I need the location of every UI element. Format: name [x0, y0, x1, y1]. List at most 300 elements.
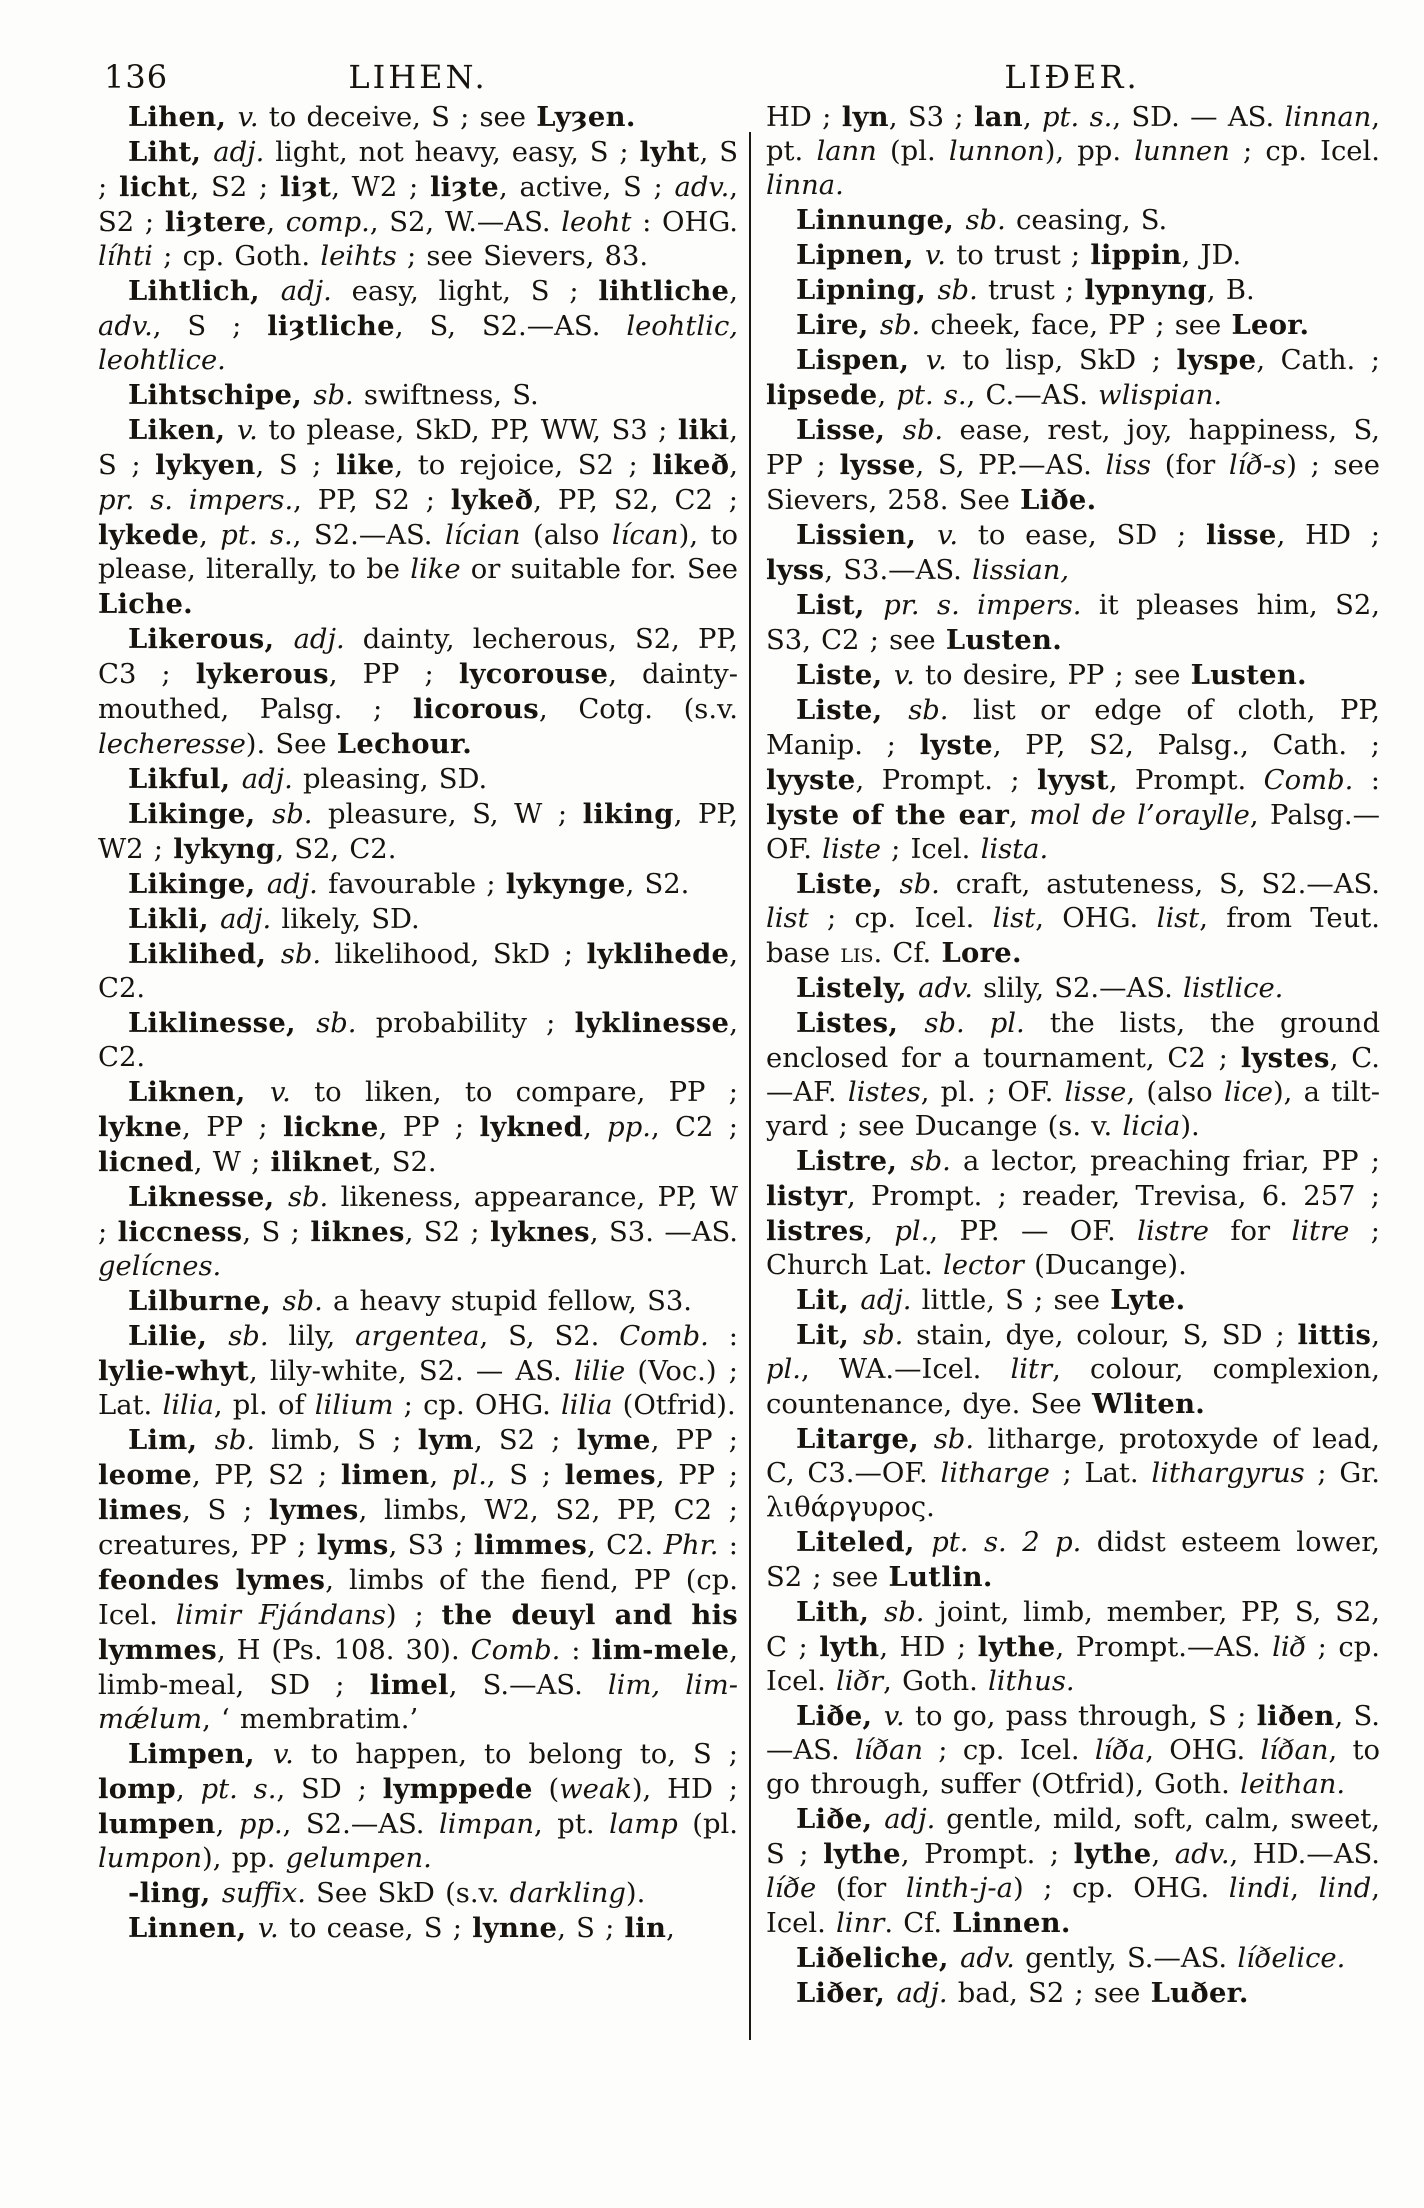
dictionary-entry — [98, 1319, 738, 1423]
dictionary-entry — [766, 1941, 1380, 1976]
grammar-label: pt. s. — [1042, 102, 1113, 133]
entry-text: a heavy stupid fellow, S3. — [322, 1286, 692, 1317]
entry-text: , Prompt. ; — [855, 765, 1038, 796]
entry-text: joint, limb, member, PP, S, S2, C ; — [766, 1597, 1380, 1663]
entry-text: , Prompt.—AS. — [1055, 1632, 1273, 1663]
entry-text: , pt. — [534, 1809, 610, 1840]
entry-text: ), pp. — [1044, 136, 1135, 167]
headword-or-variant: lyss — [766, 554, 825, 586]
grammar-label: lisse — [1064, 1077, 1127, 1108]
entry-text: : — [708, 1321, 738, 1352]
entry-text: , PP ; — [378, 1112, 480, 1143]
entry-text: ; Lat. — [1049, 1458, 1152, 1489]
grammar-label: sb. — [965, 205, 1006, 236]
entry-text: , limbs, W2, S2, PP, C2 ; creatures, PP ; — [98, 1495, 738, 1561]
dictionary-entry — [766, 203, 1380, 238]
entry-text: to trust ; — [945, 240, 1091, 271]
entry-text: , colour, complexion, countenance, dye. See — [766, 1354, 1380, 1420]
page-number: 136 — [104, 58, 169, 96]
entry-text: , S, PP.—AS. — [915, 450, 1106, 481]
headword-or-variant: Lihen, — [128, 101, 238, 133]
grammar-label: Comb. — [470, 1635, 561, 1666]
dictionary-entry — [766, 308, 1380, 343]
entry-text: little, S ; see — [911, 1285, 1111, 1316]
entry-text: , S.—AS. — [766, 1701, 1380, 1766]
grammar-label: leihts — [320, 241, 397, 272]
headword-or-variant: feondes lymes — [98, 1564, 326, 1596]
entry-text: , S.—AS. — [448, 1670, 608, 1701]
entry-text: , PP, S2, C2 ; — [533, 485, 739, 516]
entry-text: gentle, mild, soft, calm, sweet, S ; — [766, 1804, 1381, 1870]
etymology-base: lis — [840, 938, 874, 969]
grammar-label: sb. — [879, 310, 921, 341]
dictionary-entry — [766, 1318, 1380, 1422]
headword-or-variant: licorous — [412, 693, 540, 725]
entry-text: or suitable for. See — [460, 554, 738, 585]
headword-or-variant: Lilburne, — [128, 1285, 283, 1317]
entry-text: ease, rest, joy, happiness, S, PP ; — [766, 415, 1381, 481]
dictionary-entry — [766, 343, 1380, 413]
entry-text: , PP ; — [650, 1425, 738, 1456]
entry-text: slily, S2.—AS. — [972, 973, 1183, 1004]
headword-or-variant: lippin — [1090, 239, 1182, 271]
entry-text: ) ; see Sievers, 258. See — [766, 450, 1380, 516]
grammar-label: lissian, — [972, 555, 1070, 586]
entry-text: , C. —AF. — [766, 1043, 1380, 1108]
grammar-label: lunnon — [948, 136, 1045, 167]
grammar-label: pr. s. impers. — [883, 590, 1082, 621]
grammar-label: sb. — [313, 380, 354, 411]
entry-text: to happen, to belong to, S ; — [293, 1739, 738, 1770]
grammar-label: suffix. — [221, 1878, 306, 1909]
grammar-label: list — [766, 903, 809, 934]
headword-or-variant: lynne — [472, 1912, 558, 1944]
grammar-label: v. — [925, 345, 947, 376]
grammar-label: lumpon — [98, 1843, 203, 1874]
grammar-label: v. — [937, 520, 959, 551]
grammar-label: listlice. — [1183, 973, 1284, 1004]
grammar-label: lícan — [611, 520, 679, 551]
entry-text: a lector, preaching friar, PP ; — [950, 1146, 1380, 1177]
entry-text: ; see Sievers, 83. — [396, 241, 649, 272]
entry-text: likeness, appearance, PP, W ; — [98, 1182, 738, 1248]
dictionary-entry — [98, 762, 738, 797]
grammar-label: pt. s. — [896, 380, 967, 411]
headword-or-variant: listres — [766, 1215, 865, 1247]
headword-or-variant: lysse — [839, 449, 916, 481]
entry-text: , Cath. ; — [1256, 345, 1380, 376]
entry-text: , WA.—Icel. — [801, 1354, 1011, 1385]
grammar-label: lindi — [1228, 1873, 1291, 1904]
entry-text: , C2. — [98, 1008, 738, 1073]
dictionary-entry — [98, 413, 738, 622]
headword-or-variant: Leor. — [1231, 309, 1310, 341]
entry-text: to please, SkD, PP, WW, S3 ; — [257, 415, 678, 446]
headword-or-variant: Liknen, — [128, 1076, 270, 1108]
grammar-label: Comb. — [619, 1321, 709, 1352]
entry-text: (Voc.) ; Lat. — [98, 1356, 738, 1421]
grammar-label: wlispian. — [1098, 380, 1223, 411]
grammar-label: v. — [269, 1077, 291, 1108]
grammar-label: sb. — [910, 1146, 951, 1177]
entry-text: , — [1290, 1873, 1319, 1904]
entry-text: ; Church Lat. — [766, 1216, 1380, 1281]
headword-or-variant: lyyst — [1037, 764, 1109, 796]
entry-text: to go, pass through, S ; — [904, 1701, 1257, 1732]
headword-or-variant: limes — [98, 1494, 183, 1526]
entry-text: ; cp. Icel. — [808, 903, 993, 934]
grammar-label: adj. — [220, 904, 272, 935]
entry-text: , S ; — [98, 137, 738, 203]
headword-or-variant: List, — [796, 589, 884, 621]
grammar-label: sb. — [280, 939, 322, 970]
grammar-label: pp. — [607, 1112, 651, 1143]
headword-or-variant: Lilie, — [128, 1320, 229, 1352]
headword-or-variant: lykeð — [450, 484, 534, 516]
dictionary-entry — [98, 135, 738, 274]
entry-text: , S, S2.—AS. — [394, 311, 627, 342]
headword-or-variant: lymes — [268, 1494, 359, 1526]
grammar-label: adv. — [918, 973, 973, 1004]
headword-or-variant: Likli, — [128, 903, 221, 935]
entry-text: light, not heavy, easy, S ; — [264, 137, 640, 168]
dictionary-entry — [98, 937, 738, 1006]
grammar-label: weak — [559, 1774, 632, 1805]
entry-text: , — [1151, 1839, 1175, 1870]
grammar-label: litre — [1291, 1216, 1350, 1247]
grammar-label: líða — [1094, 1735, 1146, 1766]
grammar-label: lilia — [162, 1390, 214, 1421]
entry-text: , S3. —AS. — [589, 1217, 739, 1248]
dictionary-entry — [766, 1422, 1380, 1525]
headword-or-variant: Liðe. — [1020, 484, 1097, 516]
grammar-label: listre — [1137, 1216, 1209, 1247]
grammar-label: sb. — [272, 799, 313, 830]
headword-or-variant: Lipnen, — [796, 239, 926, 271]
headword-or-variant: lythe — [977, 1631, 1056, 1663]
running-head-left: LIHEN. — [348, 58, 488, 96]
headword-or-variant: lyyste — [766, 764, 856, 796]
dictionary-entry — [766, 1283, 1380, 1318]
entry-text: , — [1371, 1320, 1380, 1351]
dictionary-entry — [766, 518, 1380, 588]
entry-text: , OHG. — [1145, 1735, 1261, 1766]
headword-or-variant: lickne — [283, 1111, 379, 1143]
grammar-label: argentea — [355, 1321, 480, 1352]
entry-text: , S2, C2. — [275, 834, 397, 865]
headword-or-variant: lan — [974, 101, 1023, 133]
grammar-label: liss — [1105, 450, 1152, 481]
entry-text: , HD.—AS. — [1229, 1839, 1381, 1870]
entry-text: , S2. — [372, 1147, 437, 1178]
entry-text: , to rejoice, S2 ; — [394, 450, 653, 481]
grammar-label: linnan — [1284, 102, 1372, 133]
entry-text: , ‘ membratim.’ — [202, 1704, 419, 1735]
dictionary-entry — [766, 1525, 1380, 1595]
grammar-label: list — [992, 903, 1036, 934]
right-column — [766, 100, 1380, 2011]
entry-text: list or edge of cloth, PP, Manip. ; — [766, 695, 1381, 761]
entry-text: , S2. — [625, 869, 690, 900]
grammar-label: v. — [883, 1701, 905, 1732]
headword-or-variant: liȝtere — [164, 206, 267, 238]
headword-or-variant: lyme — [576, 1424, 651, 1456]
headword-or-variant: Lusten. — [1190, 659, 1307, 691]
grammar-label: listes — [847, 1077, 921, 1108]
entry-text: , — [729, 276, 738, 307]
entry-text: ), HD ; — [631, 1774, 738, 1805]
entry-text: cheek, face, PP ; see — [920, 310, 1232, 341]
headword-or-variant: Lire, — [796, 309, 880, 341]
headword-or-variant: liccness — [117, 1216, 243, 1248]
grammar-label: sb. — [287, 1182, 329, 1213]
entry-text: pleasing, SD. — [292, 764, 488, 795]
entry-text: , Cotg. (s.v. — [539, 694, 738, 725]
grammar-label: líðan — [854, 1735, 923, 1766]
entry-text: , S ; — [182, 1495, 269, 1526]
grammar-label: lilium — [314, 1390, 394, 1421]
headword-or-variant: Lusten. — [945, 624, 1063, 656]
entry-text: didst esteem lower, S2 ; see — [766, 1527, 1380, 1593]
headword-or-variant: Liche. — [98, 588, 194, 620]
dictionary-entry — [98, 797, 738, 867]
grammar-label: pl. — [451, 1460, 487, 1491]
dictionary-entry — [766, 273, 1380, 308]
entry-text: , from Teut. base — [766, 903, 1380, 969]
grammar-label: líðan — [1260, 1735, 1329, 1766]
entry-text: , HD ; — [1276, 520, 1381, 551]
grammar-label: Comb. — [1263, 765, 1354, 796]
headword-or-variant: listyr — [766, 1180, 848, 1212]
headword-or-variant: lumpen — [98, 1808, 216, 1840]
headword-or-variant: limel — [369, 1669, 449, 1701]
entry-text: , (also — [1126, 1077, 1224, 1108]
dictionary-entry — [98, 902, 738, 937]
headword-or-variant: Lim, — [128, 1424, 215, 1456]
grammar-label: litharge — [940, 1458, 1050, 1489]
entry-text: ; Icel. — [880, 834, 981, 865]
entry-text: ; Gr. λιθάργυρος. — [766, 1458, 1380, 1523]
entry-text: ; cp. Icel. — [922, 1735, 1095, 1766]
entry-text: , B. — [1206, 275, 1255, 306]
entry-text: likely, SD. — [271, 904, 420, 935]
headword-or-variant: Wliten. — [1091, 1388, 1206, 1420]
headword-or-variant: Liht, — [128, 136, 214, 168]
entry-text: ; cp. OHG. — [393, 1390, 562, 1421]
grammar-label: adv. — [98, 311, 153, 342]
headword-or-variant: limmes — [473, 1529, 588, 1561]
headword-or-variant: Likinge, — [128, 868, 267, 900]
entry-text: , — [1009, 800, 1030, 831]
headword-or-variant: liȝt — [279, 171, 332, 203]
headword-or-variant: Liken, — [128, 414, 237, 446]
grammar-label: adj. — [884, 1804, 936, 1835]
dictionary-entry — [766, 658, 1380, 693]
entry-text: ; cp. Icel. — [766, 1632, 1380, 1697]
entry-text: , S ; — [557, 1913, 625, 1944]
grammar-label: pr. s. impers. — [98, 485, 294, 516]
entry-text: to deceive, S ; see — [258, 102, 537, 133]
dictionary-entry — [98, 1006, 738, 1075]
grammar-label: leithan. — [1240, 1769, 1346, 1800]
headword-or-variant: leome — [98, 1459, 193, 1491]
entry-text: ) ; cp. OHG. — [1012, 1873, 1229, 1904]
dictionary-entry — [98, 1737, 738, 1876]
entry-text: craft, astuteness, S, S2.—AS. — [939, 869, 1380, 900]
headword-or-variant: Liknesse, — [128, 1181, 288, 1213]
entry-text: , lily-white, S2. — AS. — [249, 1356, 574, 1387]
entry-text: , limb-meal, SD ; — [98, 1635, 738, 1701]
grammar-label: lim, lim-mǽlum — [98, 1670, 739, 1735]
grammar-label: lithargyrus — [1151, 1458, 1305, 1489]
grammar-label: liðr — [836, 1666, 884, 1697]
entry-text: , S2.—AS. — [292, 520, 445, 551]
entry-text: , PP, S2 ; — [293, 485, 451, 516]
grammar-label: sb. — [228, 1321, 269, 1352]
grammar-label: Phr. — [663, 1530, 719, 1561]
dictionary-entry — [766, 693, 1380, 867]
headword-or-variant: lisse — [1206, 519, 1277, 551]
grammar-label: lunnen — [1134, 136, 1230, 167]
grammar-label: gelumpen. — [285, 1843, 432, 1874]
entry-text: , S2.—AS. — [282, 1809, 440, 1840]
grammar-label: adj. — [266, 869, 318, 900]
entry-text: , — [215, 1809, 239, 1840]
headword-or-variant: Lisse, — [796, 414, 903, 446]
headword-or-variant: Lore. — [941, 937, 1022, 969]
entry-text: ; cp. Goth. — [152, 241, 321, 272]
dictionary-entry — [766, 588, 1380, 658]
headword-or-variant: Linnen, — [128, 1912, 258, 1944]
grammar-label: lista. — [980, 834, 1049, 865]
headword-or-variant: Liteled, — [796, 1526, 932, 1558]
headword-or-variant: lythe — [1073, 1838, 1152, 1870]
headword-or-variant: lyklihede — [586, 938, 730, 970]
entry-text: , W2 ; — [331, 172, 430, 203]
entry-text: , — [266, 207, 286, 238]
dictionary-entry — [98, 100, 738, 135]
dictionary-entry — [98, 1180, 738, 1284]
headword-or-variant: lyht — [639, 136, 700, 168]
grammar-label: lilia — [561, 1390, 613, 1421]
grammar-label: darkling — [509, 1878, 626, 1909]
entry-text: , Prompt. — [1108, 765, 1264, 796]
grammar-label: sb. — [316, 1008, 357, 1039]
entry-text: to lisp, SkD ; — [946, 345, 1177, 376]
entry-text: (for — [1151, 450, 1229, 481]
entry-text: dainty, lecherous, S2, PP, C3 ; — [98, 624, 738, 690]
entry-text: ). — [1180, 1111, 1200, 1142]
grammar-label: lícian — [444, 520, 521, 551]
headword-or-variant: like — [336, 449, 395, 481]
entry-text: , S ; — [255, 450, 336, 481]
headword-or-variant: lihtliche — [598, 275, 730, 307]
entry-text: swiftness, S. — [353, 380, 539, 411]
entry-text: trust ; — [977, 275, 1085, 306]
headword-or-variant: Liðe, — [796, 1803, 885, 1835]
entry-text: litharge, protoxyde of lead, C, C3.—OF. — [766, 1424, 1380, 1489]
headword-or-variant: Lith, — [796, 1596, 885, 1628]
entry-text: (pl. — [876, 136, 949, 167]
grammar-label: v. — [257, 1913, 279, 1944]
grammar-label: sb. — [884, 1597, 925, 1628]
headword-or-variant: lym — [417, 1424, 474, 1456]
entry-text: , C2 ; — [650, 1112, 738, 1143]
headword-or-variant: licht — [118, 171, 191, 203]
running-head-right: LIÐER. — [1004, 58, 1140, 96]
entry-text: , S3 ; — [888, 102, 974, 133]
grammar-label: comp. — [285, 207, 370, 238]
headword-or-variant: iliknet — [270, 1146, 373, 1178]
entry-text: , to go through, suffer (Otfrid), Goth. — [766, 1735, 1380, 1800]
entry-text: , C2. — [587, 1530, 664, 1561]
entry-text: limb, S ; — [255, 1425, 418, 1456]
headword-or-variant: Liðeliche, — [796, 1942, 961, 1974]
grammar-label: adj. — [280, 276, 332, 307]
headword-or-variant: Lit, — [796, 1284, 861, 1316]
grammar-label: pt. s. — [200, 1774, 277, 1805]
grammar-label: pt. s. — [220, 520, 293, 551]
headword-or-variant: Luðer. — [1150, 1977, 1249, 2009]
entry-text: : OHG. — [631, 207, 738, 238]
grammar-label: sb. — [933, 1424, 975, 1455]
entry-text: : — [1353, 765, 1381, 796]
headword-or-variant: lymppede — [382, 1773, 533, 1805]
entry-text: , pt. — [766, 102, 1381, 167]
entry-text: , PP ; — [655, 1460, 738, 1491]
headword-or-variant: the deuyl and his lymmes — [98, 1599, 739, 1666]
headword-or-variant: likeð — [652, 449, 730, 481]
grammar-label: lann — [816, 136, 877, 167]
headword-or-variant: lyms — [316, 1529, 389, 1561]
dictionary-entry — [98, 1075, 738, 1180]
headword-or-variant: Listely, — [796, 972, 919, 1004]
entry-text: , PP, S2 ; — [192, 1460, 341, 1491]
headword-or-variant: lycorouse — [458, 658, 609, 690]
grammar-label: leohtlic, leohtlice. — [98, 311, 738, 376]
entry-text: for — [1208, 1216, 1292, 1247]
entry-text: , PP, W2 ; — [98, 799, 738, 865]
grammar-label: líð-s — [1228, 450, 1287, 481]
grammar-label: pt. s. 2 p. — [931, 1527, 1082, 1558]
headword-or-variant: Liste, — [796, 694, 909, 726]
entry-text: ), a tilt-yard ; see Ducange (s. v. — [766, 1077, 1380, 1142]
grammar-label: líðe — [766, 1873, 817, 1904]
headword-or-variant: Lyȝen. — [536, 101, 636, 133]
grammar-label: lind — [1318, 1873, 1372, 1904]
entry-text: ). — [625, 1878, 646, 1909]
entry-text: . Cf. — [873, 938, 942, 969]
grammar-label: lilie — [573, 1356, 626, 1387]
dictionary-entry — [98, 378, 738, 413]
grammar-label: like — [410, 554, 461, 585]
dictionary-entry — [98, 1423, 738, 1737]
grammar-label: leoht — [561, 207, 632, 238]
entry-text: , HD ; — [879, 1632, 978, 1663]
grammar-label: linth-j-a — [905, 1873, 1013, 1904]
dictionary-entry — [766, 867, 1380, 971]
entry-text: , — [877, 380, 897, 411]
headword-or-variant: lykyen — [155, 449, 256, 481]
entry-text: , S, S2. — [479, 1321, 620, 1352]
dictionary-entry — [98, 274, 738, 378]
dictionary-entry — [98, 1876, 738, 1911]
entry-text: , S3 ; — [388, 1530, 474, 1561]
entry-text: , PP ; — [328, 659, 459, 690]
headword-or-variant: Liðe, — [796, 1700, 884, 1732]
headword-or-variant: limen — [340, 1459, 430, 1491]
entry-text: , — [176, 1774, 201, 1805]
